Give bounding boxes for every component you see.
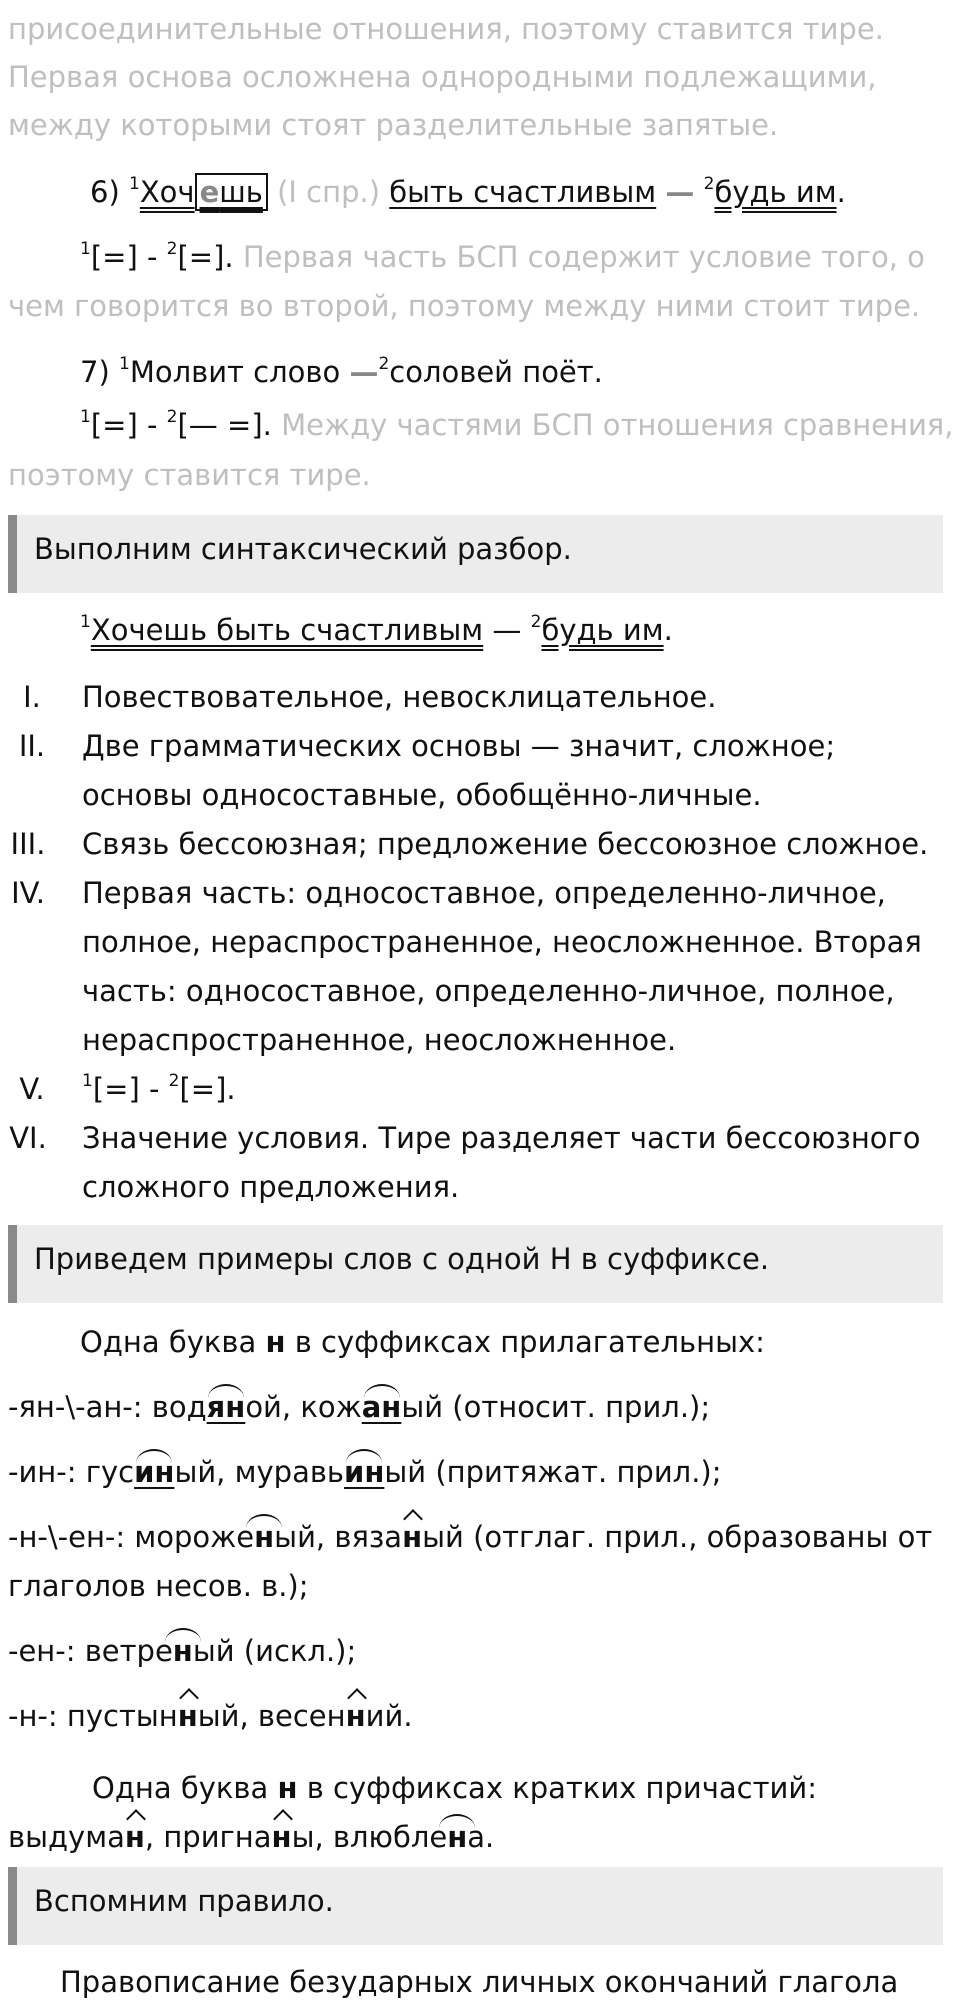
part-index: 1 [118,354,130,374]
row-text: ый (притяжат. прил.); [384,1455,722,1489]
row-text: -ен-: ветре [8,1634,173,1668]
suffix-mark [173,1634,193,1669]
second-predicate: будь им [714,175,837,209]
adj-row-3-continued: глаголов несов. в.); [8,1569,309,1603]
row-text: а. [467,1820,495,1854]
list-item: Первая часть: односоставное, определенно-личное, [82,876,886,910]
example-7-sentence [80,355,603,390]
suffix: н [177,1699,198,1733]
heading-letter: н [265,1325,286,1359]
section-header-rule [8,1867,943,1945]
list-item: часть: односоставное, определенно-личное, полное, [82,974,895,1008]
rule-title: Правописание безударных личных окончаний глагола [60,1965,899,1999]
list-item: полное, нераспространенное, неосложненное. Вторая [82,925,922,959]
scheme-part: [=] - [90,240,167,274]
row-text: ый, весен [197,1699,346,1733]
list-item: нераспространенное, неосложненное. [82,1023,677,1057]
heading-text: в суффиксах прилагательных: [285,1325,765,1359]
suffix-mark [134,1455,174,1490]
list-item: основы односоставные, обобщённо-личные. [82,778,762,812]
part-index: 2 [378,354,390,374]
part-index: 1 [80,239,91,259]
suffix-mark [346,1699,366,1734]
suffix: н [402,1520,423,1554]
example-7-explanation-2: поэтому ставится тире. [8,458,371,492]
section-title: Вспомним правило. [34,1884,334,1918]
section-title: Выполним синтаксический разбор. [34,532,572,566]
ending-rest: шь [219,175,263,209]
heading-text: Одна буква [80,1325,266,1359]
parse-sentence [80,613,673,648]
dash-mark: — [665,175,695,209]
row-text: ый, вяза [274,1520,403,1554]
row-text: , пригна [144,1820,272,1854]
dash-mark: — [349,355,379,389]
row-text: ый (относит. прил.); [401,1390,711,1424]
suffix-mark [254,1520,274,1555]
adj-row-5 [8,1699,413,1734]
suffix: н [124,1820,145,1854]
list-item: Связь бессоюзная; предложение бессоюзное сложное. [82,827,929,861]
row-text: ий. [365,1699,413,1733]
explanation: Первая часть БСП содержит условие того, о [242,240,925,274]
heading-letter: н [277,1771,298,1805]
period: . [663,613,673,647]
first-part: Молвит слово [129,355,350,389]
list-number: IV. [11,876,45,910]
first-part: Хочешь быть счастливым [90,613,484,647]
section-bar [8,1867,17,1945]
list-item: Значение условия. Тире разделяет части бессоюзного [82,1121,921,1155]
word-stem: Хоч [139,175,195,209]
adj-row-4 [8,1634,356,1669]
example-6-sentence [90,175,846,210]
scheme-part: [=]. [177,240,234,274]
suffix-mark [125,1820,145,1855]
suffix: н [254,1520,275,1554]
adj-row-2 [8,1455,722,1490]
suffix: ян [206,1390,246,1424]
list-item [82,1072,236,1107]
list-item: Две грамматических основы — значит, сложное; [82,729,836,763]
row-text: ый, муравь [174,1455,345,1489]
suffix-mark [402,1520,422,1555]
example-6-scheme [80,240,925,275]
row-text: ой, кож [245,1390,362,1424]
intro-line-2: Первая основа осложнена однородными подлежащими, [8,60,877,94]
predicate-word [140,173,268,211]
part-index: 2 [168,1071,180,1091]
row-text: -н-\-ен-: мороже [8,1520,255,1554]
example-number: 7) [80,355,110,389]
row-text: -ян-\-ан-: вод [8,1390,207,1424]
list-number: VI. [9,1121,47,1155]
verb-ending [195,173,268,211]
section-header-examples [8,1225,943,1303]
explanation: Между частями БСП отношения сравнения, [281,408,954,442]
row-text: -н-: пустын [8,1699,178,1733]
list-item: Повествовательное, невосклицательное. [82,680,717,714]
suffix-mark [178,1699,198,1734]
section-bar [8,1225,17,1303]
adjectives-heading [80,1325,765,1360]
row-text: -ин-: гус [8,1455,135,1489]
period: . [836,175,846,209]
participles-heading [92,1771,817,1806]
part-index: 2 [703,174,715,194]
row-text: ый (отглаг. прил., образованы от [422,1520,933,1554]
suffix: ан [361,1390,402,1424]
infinitive-phrase: быть счастливым [389,175,657,209]
section-title: Приведем примеры слов с одной Н в суффиксе. [34,1242,770,1276]
highlighted-vowel: е [199,175,220,209]
list-item: сложного предложения. [82,1170,460,1204]
row-text: выдума [8,1820,125,1854]
part-index: 1 [128,174,140,194]
dash-mark: — [483,613,531,647]
suffix: н [447,1820,468,1854]
adj-row-3 [8,1520,932,1555]
heading-text: в суффиксах кратких причастий: [297,1771,817,1805]
participles-row [8,1820,494,1855]
list-number: II. [18,729,46,763]
suffix: н [172,1634,193,1668]
example-6-explanation-2: чем говорится во второй, поэтому между ними стоит тире. [8,289,921,323]
part-index: 2 [530,612,542,632]
section-header-parse [8,515,943,593]
part-index: 1 [80,612,91,632]
part-index: 2 [166,407,178,427]
part-index: 1 [80,407,91,427]
suffix-mark [362,1390,402,1425]
intro-line-3: между которыми стоят разделительные запятые. [8,108,779,142]
scheme-part: [— =]. [177,408,272,442]
row-text: ый (искл.); [192,1634,357,1668]
scheme-part: [=]. [179,1072,236,1106]
conjugation-note: (I спр.) [277,175,381,209]
suffix-mark [447,1820,467,1855]
list-number: V. [19,1072,45,1106]
second-part: соловей поёт. [389,355,603,389]
part-index: 1 [82,1071,93,1091]
scheme-part: [=] - [92,1072,169,1106]
row-text: ы, влюбле [291,1820,448,1854]
suffix-mark [272,1820,292,1855]
intro-line-1: присоединительные отношения, поэтому ставится тире. [8,12,884,46]
section-bar [8,515,17,593]
list-number: I. [23,680,41,714]
suffix: ин [134,1455,175,1489]
suffix: н [345,1699,366,1733]
suffix: ин [344,1455,385,1489]
list-number: III. [10,827,46,861]
suffix: н [271,1820,292,1854]
part-index: 2 [166,239,178,259]
adj-row-1 [8,1390,710,1425]
heading-text: Одна буква [92,1771,278,1805]
suffix-mark [344,1455,384,1490]
example-7-scheme [80,408,953,443]
scheme-part: [=] - [90,408,167,442]
suffix-mark [207,1390,246,1425]
second-part: будь им [541,613,664,647]
example-number: 6) [90,175,120,209]
